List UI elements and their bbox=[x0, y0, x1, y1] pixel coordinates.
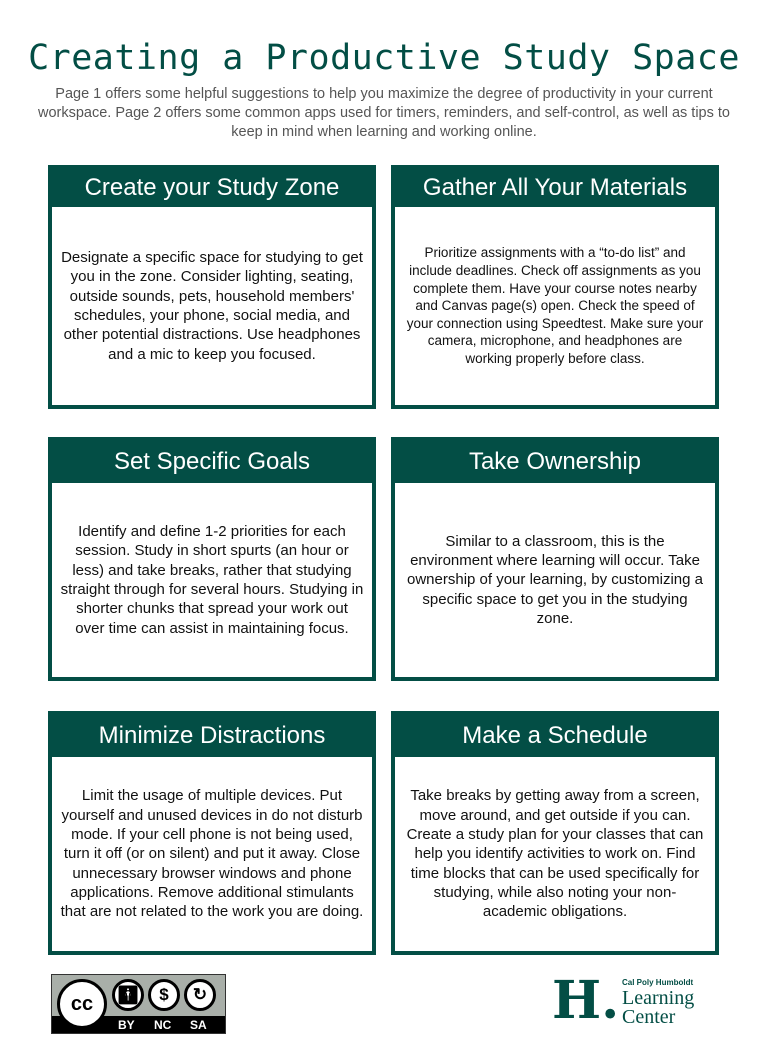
card-heading: Make a Schedule bbox=[462, 722, 648, 749]
logo-line2: Center bbox=[622, 1006, 676, 1028]
card-body: Prioritize assignments with a “to-do list” and include deadlines. Check off assignments as you complete them. Have your course notes nearby and Canvas page(s) open. Check the speed of your connection using Speedtest. Make sure your camera, microphone, and headphones are working properly before class. bbox=[395, 207, 715, 405]
card-heading: Take Ownership bbox=[468, 448, 642, 475]
attribution-icon: 🚹︎ bbox=[112, 979, 144, 1011]
card-body: Similar to a classroom, this is the environment where learning will occur. Take ownership of your learning, by customizing a specific space to get you in the studying zone. bbox=[395, 483, 715, 677]
card-body: Designate a specific space for studying to get you in the zone. Consider lighting, seating, outside sounds, pets, household members' schedules, your phone, social media, and other potential distractions. Use headphones and a mic to keep you focused. bbox=[52, 207, 372, 405]
sharealike-icon: ↻ bbox=[184, 979, 216, 1011]
card-create-study-zone bbox=[48, 165, 376, 409]
by-label: BY bbox=[118, 1018, 135, 1032]
card-make-schedule bbox=[391, 711, 719, 955]
card-body: Limit the usage of multiple devices. Put yourself and unused devices in do not disturb mode. If your cell phone is not being used, turn it off (or on silent) and put it away. Close unnecessary browser windows and phone applications. Remove additional stimulants that are not related to the work you are doing. bbox=[52, 757, 372, 951]
intro-text: Page 1 offers some helpful suggestions to help you maximize the degree of productivity in your current workspace. Page 2 offers some common apps used for timers, reminders, and self-control, as well as tips to keep in mind when learning and working online. bbox=[37, 86, 730, 140]
card-heading: Minimize Distractions bbox=[98, 722, 326, 749]
logo-line1: Learning bbox=[622, 987, 695, 1009]
card-body: Take breaks by getting away from a screen, move around, and get outside if you can. Create a study plan for your classes that can help you identify activities to work on. Find time blocks that can be used specifically for studying, while also noting your non-academic obligations. bbox=[395, 757, 715, 951]
card-heading: Create your Study Zone bbox=[84, 174, 340, 201]
cc-license-badge bbox=[51, 974, 226, 1034]
card-heading: Set Specific Goals bbox=[113, 448, 311, 475]
card-gather-materials bbox=[391, 165, 719, 409]
card-heading: Gather All Your Materials bbox=[422, 174, 688, 201]
page-title: Creating a Productive Study Space bbox=[28, 38, 740, 78]
card-take-ownership bbox=[391, 437, 719, 681]
card-set-goals bbox=[48, 437, 376, 681]
nc-label: NC bbox=[154, 1018, 172, 1032]
sa-label: SA bbox=[190, 1018, 207, 1032]
logo-org: Cal Poly Humboldt bbox=[622, 978, 694, 987]
noncommercial-icon: $ bbox=[148, 979, 180, 1011]
logo-mark: H. bbox=[552, 970, 620, 1031]
cc-icon: cc bbox=[57, 979, 107, 1029]
card-body: Identify and define 1-2 priorities for each session. Study in short spurts (an hour or less) and take breaks, rather that studying straight through for several hours. Studying in shorter chunks that spread your work out over time can assist in maintaining focus. bbox=[52, 483, 372, 677]
card-minimize-distractions bbox=[48, 711, 376, 955]
